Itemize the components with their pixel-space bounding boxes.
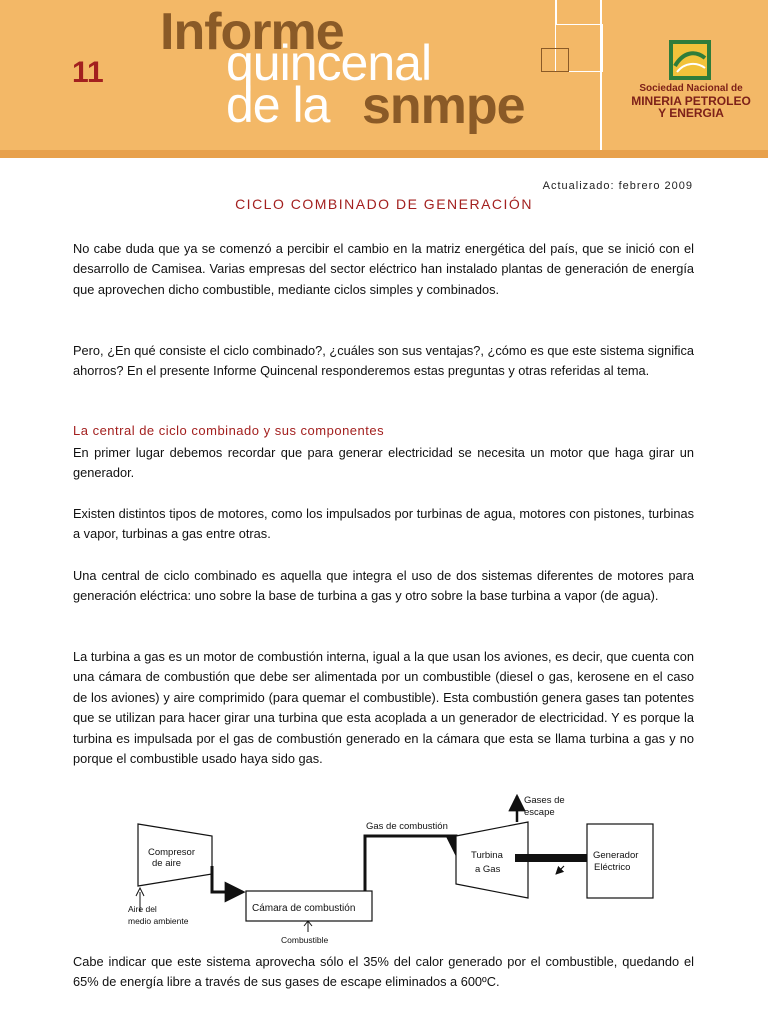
publication-title-line3a: de la [226,77,330,133]
air-label-2: medio ambiente [128,916,189,926]
generator-label-1: Generador [593,850,639,861]
org-line3: Y ENERGIA [658,106,724,121]
decor-line [555,0,557,24]
paragraph-questions: Pero, ¿En qué consiste el ciclo combinado?, ¿cuáles son sus ventajas?, ¿cómo es que este sistema significa ahorros? En el presente Informe Quincenal responderemos estas preguntas y otras referidas al tema. [73,343,694,379]
paragraph-efficiency: Cabe indicar que este sistema aprovecha sólo el 35% del calor generado por el combustible, quedando el 65% de energía libre a través de sus gases de escape eliminados a 600ºC. [73,954,694,990]
flow-compressor-chamber [212,866,243,892]
organization-name [626,84,756,120]
chamber-label: Cámara de combustión [252,903,356,914]
org-line2: MINERIA PETROLEO [631,93,751,108]
decor-square [541,48,569,72]
decor-line [600,0,602,150]
turbine-label-2: a Gas [475,864,501,875]
flow-chamber-turbine [365,836,456,891]
shaft [515,854,587,862]
paragraph-intro: No cabe duda que ya se comenzó a percibir el cambio en la matriz energética del país, que se inició con el desarrollo de Camisea. Varias empresas del sector eléctrico han instalado plantas de generación de energía que aprovechen dicho combustible, mediante ciclos simples y combinados. [73,241,694,297]
issue-number: 11 [72,56,104,89]
exhaust-label-2: escape [524,807,555,818]
fuel-label: Combustible [281,935,329,944]
combustion-gas-label: Gas de combustión [366,821,448,832]
updated-date: Actualizado: febrero 2009 [542,180,693,192]
shaft-rotation-arrow [556,866,564,874]
publication-title-line1: Informe [160,3,344,61]
exhaust-label-1: Gases de [524,795,565,806]
header-band [0,150,768,158]
paragraph-combined-cycle: Una central de ciclo combinado es aquella que integra el uso de dos sistemas diferentes de motores para generación eléctrica: uno sobre la base de turbina a gas y otro sobre la base turbina a vapor (de agua). [73,568,694,604]
compressor-label-2: de aire [152,858,182,869]
paragraph-motor: En primer lugar debemos recordar que para generar electricidad se necesita un motor que haga girar un generador. [73,445,694,481]
org-line1: Sociedad Nacional de [639,83,743,94]
generator-label-2: Eléctrico [594,862,631,873]
document-title: CICLO COMBINADO DE GENERACIÓN [235,196,533,212]
gas-turbine-diagram [118,792,656,944]
publication-title-line2: quincenal [226,35,432,91]
turbine-label-1: Turbina [471,850,503,861]
generator-box [587,824,653,898]
air-label-1: Aire del [128,904,157,914]
publication-title-line3b: snmpe [362,77,525,135]
section-title: La central de ciclo combinado y sus componentes [73,423,385,438]
paragraph-motor-types: Existen distintos tipos de motores, como los impulsados por turbinas de agua, motores con pistones, turbinas a vapor, turbinas a gas entre otras. [73,506,694,542]
paragraph-gas-turbine: La turbina a gas es un motor de combustión interna, igual a la que usan los aviones, es decir, que cuenta con una cámara de combustión que debe ser alimentada por un combustible (diesel o gas, kerosene en el caso de los aviones) y aire comprimido (para quemar el combustible). Esta combustión genera gases tan potentes que se utilizan para hacer girar una turbina que esta acoplada a un generador de electricidad. Y es porque la turbina es impulsada por el gas de combustión generado en la cámara que esta se llama turbina a gas y no porque el combustible usado haya sido gas. [73,649,694,767]
header-banner [0,0,768,158]
compressor-label-1: Compresor [148,847,195,858]
snmpe-logo-icon [669,40,711,80]
